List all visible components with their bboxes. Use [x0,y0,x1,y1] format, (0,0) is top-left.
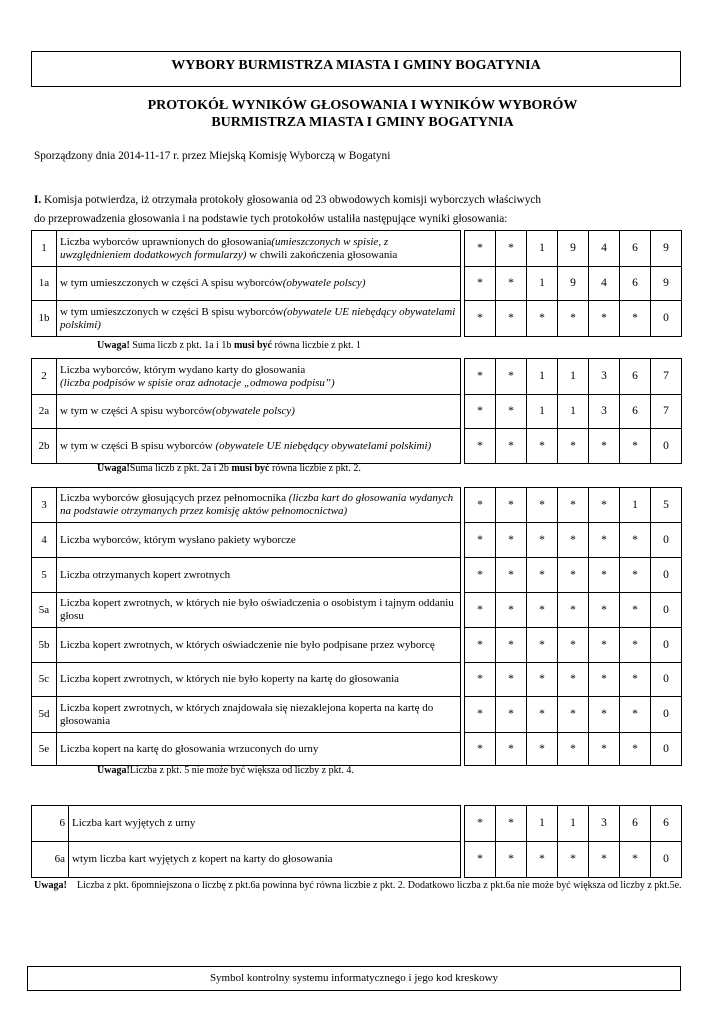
digit-cell: * [465,231,496,267]
digit-cell: * [589,697,620,733]
digit-cell: * [558,697,589,733]
digit-cell: * [465,558,496,593]
digit-cell: * [496,301,527,337]
digit-cell: * [589,301,620,337]
row-number: 3 [32,488,57,523]
note-4-label: Uwaga! [34,880,67,891]
digit-cell: * [620,523,651,558]
row-label: Liczba otrzymanych kopert zwrotnych [57,558,461,593]
digit-cell: * [620,663,651,697]
digit-cell: * [465,697,496,733]
table-row [32,267,682,301]
digit-cell: 5 [651,488,682,523]
prepared-statement: Sporządzony dnia 2014-11-17 r. przez Miejską Komisję Wyborczą w Bogatyni [34,150,391,162]
digit-cell: 1 [558,395,589,429]
digit-cell: * [465,806,496,842]
digit-cell: 0 [651,301,682,337]
row-number: 5b [32,628,57,663]
digit-cell: * [465,733,496,766]
digit-cell: 1 [620,488,651,523]
digit-cell: * [496,733,527,766]
row-number: 1 [32,231,57,267]
digit-cell: * [620,697,651,733]
row-number: 2a [32,395,57,429]
row-label: Liczba kart wyjętych z urny [69,806,461,842]
election-title: WYBORY BURMISTRZA MIASTA I GMINY BOGATYNIA [31,51,681,87]
digit-cell: * [620,558,651,593]
digit-cell: 4 [589,231,620,267]
digit-cell: * [496,395,527,429]
digit-cell: 1 [558,806,589,842]
digit-cell: * [620,628,651,663]
digit-cell: 6 [620,806,651,842]
row-label: w tym w części B spisu wyborców (obywatele UE niebędący obywatelami polskimi) [57,429,461,464]
digit-cell: * [589,842,620,878]
row-label: Liczba kopert zwrotnych, w których nie było koperty na kartę do głosowania [57,663,461,697]
intro-line1 [34,193,541,207]
table-row [32,395,682,429]
row-number: 1a [32,267,57,301]
digit-cell: 0 [651,842,682,878]
digit-cell: * [496,842,527,878]
digit-cell: * [589,429,620,464]
table-ballots-from-urn [31,805,682,878]
table-row [32,593,682,628]
digit-cell: * [527,301,558,337]
digit-cell: 0 [651,697,682,733]
row-label: Liczba kopert zwrotnych, w których oświadczenie nie było podpisane przez wyborcę [57,628,461,663]
digit-cell: 0 [651,558,682,593]
digit-cell: * [589,523,620,558]
digit-cell: * [496,488,527,523]
digit-cell: * [558,301,589,337]
row-label: Liczba kopert na kartę do głosowania wrzuconych do urny [57,733,461,766]
digit-cell: * [558,593,589,628]
digit-cell: * [465,267,496,301]
digit-cell: 7 [651,395,682,429]
row-number: 6 [32,806,69,842]
row-label: wtym liczba kart wyjętych z kopert na karty do głosowania [69,842,461,878]
digit-cell: * [496,429,527,464]
digit-cell: * [496,523,527,558]
digit-cell: * [527,488,558,523]
digit-cell: * [496,628,527,663]
digit-cell: * [465,593,496,628]
row-number: 1b [32,301,57,337]
table-row [32,628,682,663]
table-voters-eligible [31,230,682,337]
table-row [32,558,682,593]
digit-cell: 9 [558,267,589,301]
section-number: I. [34,194,42,206]
digit-cell: 6 [651,806,682,842]
table-row [32,733,682,766]
digit-cell: 0 [651,628,682,663]
protocol-title-line1: PROTOKÓŁ WYNIKÓW GŁOSOWANIA I WYNIKÓW WYBORÓW [147,98,578,113]
digit-cell: 0 [651,523,682,558]
note-2: Uwaga!Suma liczb z pkt. 2a i 2b musi być równa liczbie z pkt. 2. [97,463,361,474]
digit-cell: * [496,267,527,301]
table-row [32,697,682,733]
digit-cell: * [465,359,496,395]
digit-cell: * [527,733,558,766]
digit-cell: * [527,558,558,593]
table-row [32,842,682,878]
row-number: 5e [32,733,57,766]
row-label: Liczba wyborców uprawnionych do głosowania(umieszczonych w spisie, z uwzględnieniem dodatkowych formularzy) w chwili zakończenia głosowania [57,231,461,267]
digit-cell: * [558,663,589,697]
digit-cell: * [496,663,527,697]
digit-cell: * [558,488,589,523]
digit-cell: 6 [620,395,651,429]
digit-cell: * [558,523,589,558]
digit-cell: * [620,842,651,878]
row-number: 5 [32,558,57,593]
digit-cell: 0 [651,733,682,766]
row-label: Liczba kopert zwrotnych, w których nie było oświadczenia o osobistym i tajnym oddaniu głosu [57,593,461,628]
digit-cell: * [589,663,620,697]
row-label: Liczba wyborców, którym wysłano pakiety wyborcze [57,523,461,558]
row-label: w tym umieszczonych w części B spisu wyborców(obywatele UE niebędący obywatelami polskimi) [57,301,461,337]
digit-cell: * [558,429,589,464]
intro-line2: do przeprowadzenia głosowania i na podstawie tych protokołów ustaliła następujące wyniki głosowania: [34,213,508,225]
digit-cell: * [465,429,496,464]
digit-cell: * [589,628,620,663]
digit-cell: 6 [620,359,651,395]
digit-cell: 1 [527,231,558,267]
digit-cell: * [620,301,651,337]
note-1: Uwaga! Suma liczb z pkt. 1a i 1b musi być równa liczbie z pkt. 1 [97,340,361,351]
digit-cell: 1 [527,359,558,395]
digit-cell: * [558,558,589,593]
digit-cell: * [527,697,558,733]
digit-cell: * [496,593,527,628]
row-label: Liczba kopert zwrotnych, w których znajdowała się niezaklejona koperta na kartę do głosowania [57,697,461,733]
table-row [32,231,682,267]
digit-cell: * [620,733,651,766]
digit-cell: * [465,488,496,523]
digit-cell: * [496,806,527,842]
digit-cell: * [589,593,620,628]
digit-cell: * [527,593,558,628]
digit-cell: * [465,395,496,429]
digit-cell: 0 [651,663,682,697]
digit-cell: * [465,301,496,337]
digit-cell: 9 [651,267,682,301]
row-label: Liczba wyborców, którym wydano karty do głosowania (liczba podpisów w spisie oraz adnotacje „odmowa podpisu”) [57,359,461,395]
table-cards-issued [31,358,682,464]
row-number: 5c [32,663,57,697]
digit-cell: * [558,733,589,766]
digit-cell: * [589,733,620,766]
digit-cell: * [589,488,620,523]
row-number: 5d [32,697,57,733]
digit-cell: * [527,663,558,697]
digit-cell: * [527,523,558,558]
digit-cell: * [496,231,527,267]
digit-cell: * [465,663,496,697]
table-row [32,663,682,697]
digit-cell: * [465,523,496,558]
digit-cell: 6 [620,267,651,301]
digit-cell: * [465,628,496,663]
table-row [32,806,682,842]
table-proxy-and-envelopes [31,487,682,766]
row-label: Liczba wyborców głosujących przez pełnomocnika (liczba kart do głosowania wydanych na podstawie otrzymanych przez komisję aktów pełnomocnictwa) [57,488,461,523]
digit-cell: * [620,429,651,464]
table-row [32,301,682,337]
digit-cell: 1 [527,395,558,429]
table-row [32,523,682,558]
table-row [32,488,682,523]
digit-cell: * [558,842,589,878]
table-row [32,429,682,464]
digit-cell: * [527,628,558,663]
digit-cell: 3 [589,806,620,842]
digit-cell: 1 [558,359,589,395]
row-number: 4 [32,523,57,558]
digit-cell: * [620,593,651,628]
digit-cell: * [589,558,620,593]
digit-cell: * [496,359,527,395]
protocol-title-line2: BURMISTRZA MIASTA I GMINY BOGATYNIA [211,115,514,130]
digit-cell: * [496,558,527,593]
digit-cell: 1 [527,806,558,842]
digit-cell: * [558,628,589,663]
digit-cell: 9 [651,231,682,267]
digit-cell: 1 [527,267,558,301]
digit-cell: * [496,697,527,733]
digit-cell: 9 [558,231,589,267]
row-number: 5a [32,593,57,628]
digit-cell: 3 [589,359,620,395]
table-row [32,359,682,395]
row-number: 6a [32,842,69,878]
digit-cell: 0 [651,593,682,628]
digit-cell: * [527,429,558,464]
digit-cell: 7 [651,359,682,395]
row-number: 2b [32,429,57,464]
row-label: w tym umieszczonych w części A spisu wyborców(obywatele polscy) [57,267,461,301]
note-3: Uwaga!Liczba z pkt. 5 nie może być większa od liczby z pkt. 4. [97,765,354,776]
digit-cell: 0 [651,429,682,464]
barcode-box: Symbol kontrolny systemu informatycznego i jego kod kreskowy [27,966,681,991]
digit-cell: 3 [589,395,620,429]
row-number: 2 [32,359,57,395]
digit-cell: * [527,842,558,878]
row-label: w tym w części A spisu wyborców(obywatele polscy) [57,395,461,429]
digit-cell: * [465,842,496,878]
digit-cell: 4 [589,267,620,301]
note-4-text: Liczba z pkt. 6pomniejszona o liczbę z pkt.6a powinna być równa liczbie z pkt. 2. Dodatkowo liczba z pkt.6a nie może być większa od liczby z pkt.5e. [77,880,682,891]
digit-cell: 6 [620,231,651,267]
intro-line1-text: Komisja potwierdza, iż otrzymała protokoły głosowania od 23 obwodowych komisji wyborczych właściwych [41,194,542,206]
